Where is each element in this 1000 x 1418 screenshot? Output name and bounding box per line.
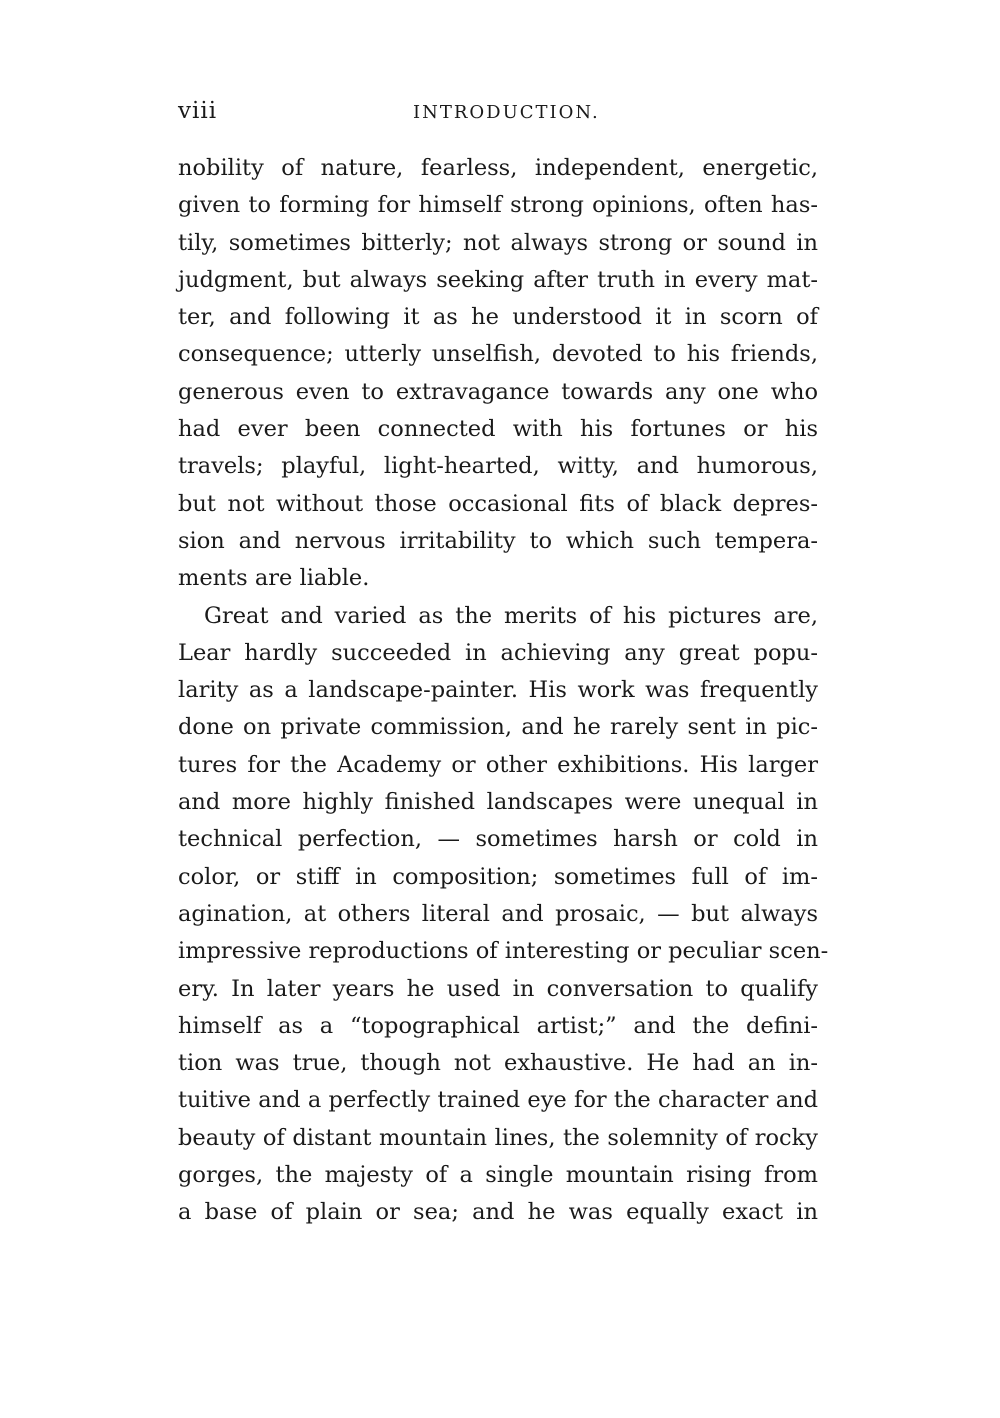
text-line: technical perfection, — sometimes harsh or cold in [178,826,818,853]
running-head [178,98,818,130]
text-line: Lear hardly succeeded in achieving any great popu- [178,639,818,666]
text-line: ter, and following it as he understood it in scorn of [178,304,818,331]
text-line: nobility of nature, fearless, independent, energetic, [178,155,818,181]
text-line: tily, sometimes bitterly; not always strong or sound in [178,229,818,256]
text-line: done on private commission, and he rarely sent in pic- [178,714,818,741]
running-title: INTRODUCTION. [413,102,600,123]
paragraph-1 [178,150,818,598]
text-line: but not without those occasional fits of black depres- [178,490,818,517]
text-line: tures for the Academy or other exhibitions. His larger [178,751,818,778]
text-line: judgment, but always seeking after truth in every mat- [178,266,818,293]
text-line: a base of plain or sea; and he was equally exact in [178,1199,818,1226]
text-line: gorges, the majesty of a single mountain rising from [178,1162,818,1189]
text-line: impressive reproductions of interesting or peculiar scen- [178,938,829,965]
text-line: ments are liable. [178,565,370,592]
text-line: Great and varied as the merits of his pictures are, [204,602,818,629]
text-line: generous even to extravagance towards any one who [178,378,818,405]
text-line: tion was true, though not exhaustive. He had an in- [178,1050,818,1077]
text-line: had ever been connected with his fortunes or his [178,416,818,443]
text-line: color, or stiff in composition; sometimes full of im- [178,863,818,890]
text-line: larity as a landscape-painter. His work was frequently [178,677,818,704]
page-number: viii [178,98,218,124]
text-line: agination, at others literal and prosaic, — but always [178,900,818,927]
text-line: sion and nervous irritability to which such tempera- [178,527,818,554]
text-line: given to forming for himself strong opinions, often has- [178,192,818,219]
text-line: beauty of distant mountain lines, the solemnity of rocky [178,1124,818,1151]
text-line: and more highly finished landscapes were unequal in [178,789,818,816]
text-line: ery. In later years he used in conversation to qualify [178,975,818,1002]
text-line: himself as a “topographical artist;” and the defini- [178,1012,818,1039]
body-text [178,150,829,1232]
text-line: consequence; utterly unselfish, devoted to his friends, [178,341,818,368]
paragraph-2 [178,598,829,1232]
text-line: travels; playful, light-hearted, witty, and humorous, [178,453,818,480]
text-line: tuitive and a perfectly trained eye for the character and [178,1087,818,1114]
